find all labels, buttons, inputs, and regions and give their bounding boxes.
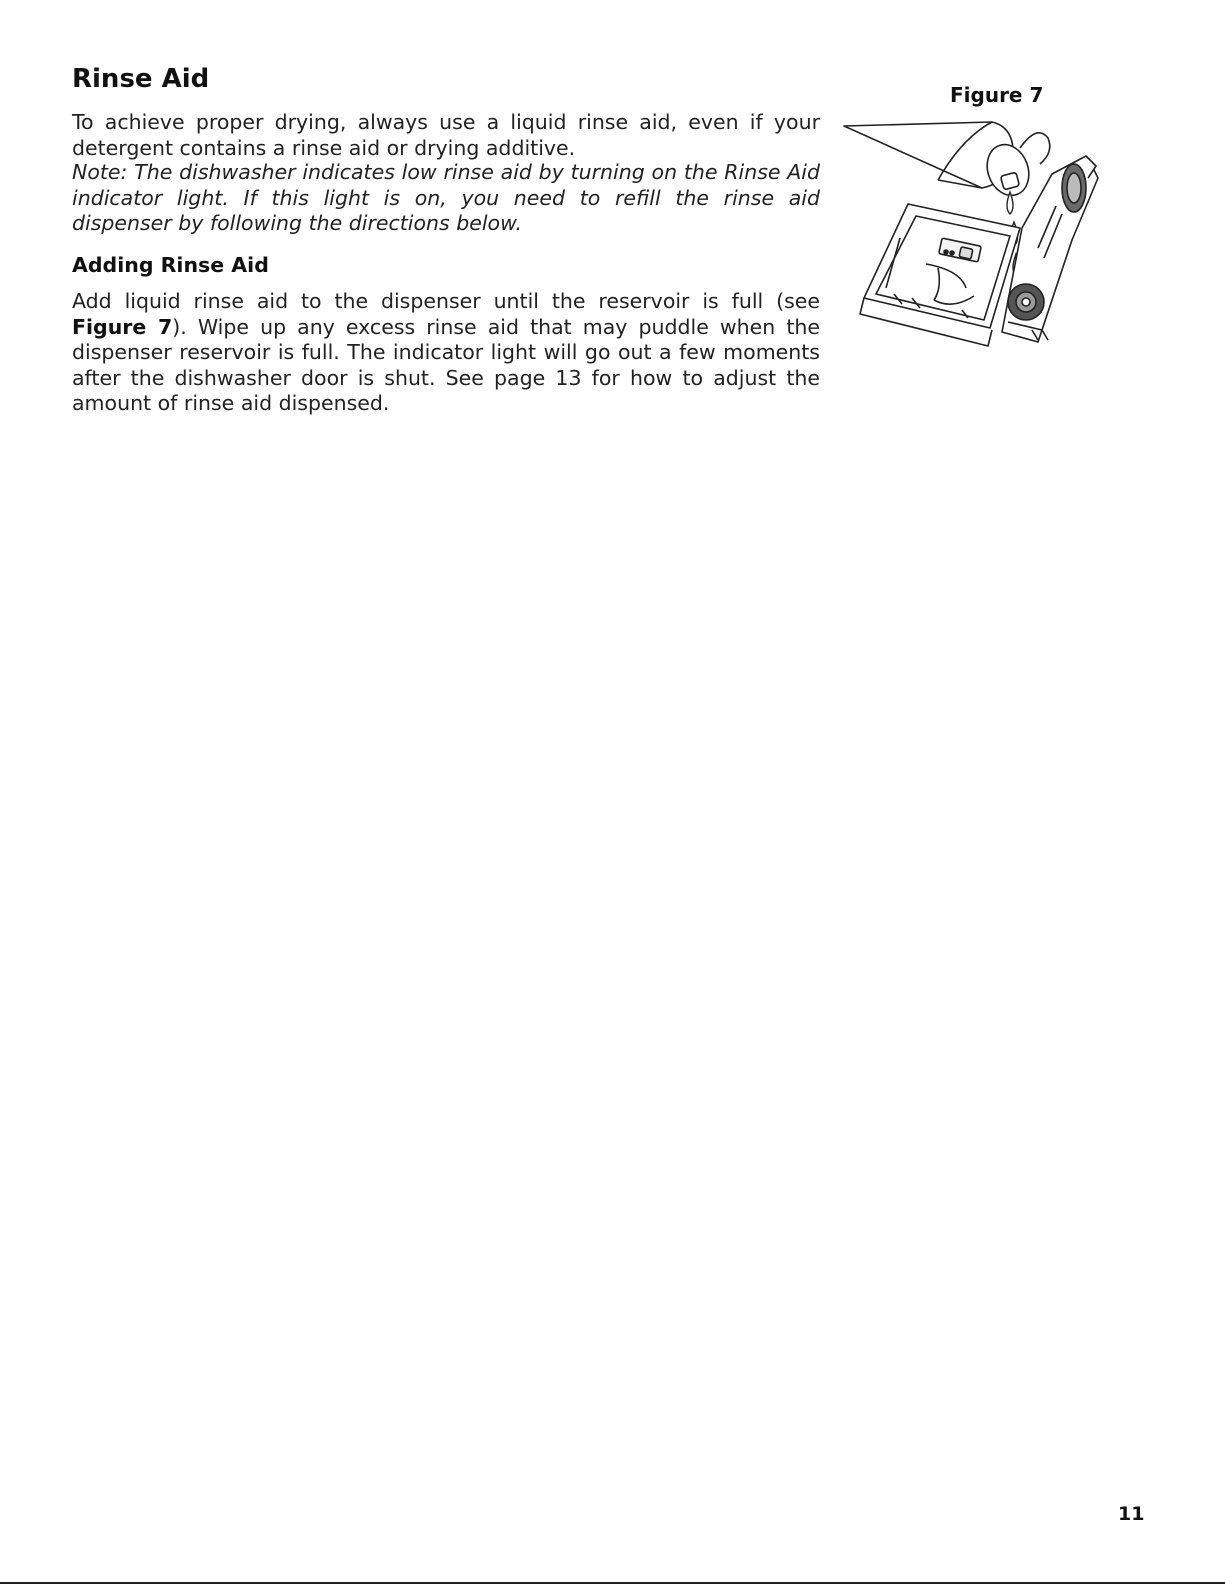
bottom-rule [0, 1582, 1225, 1584]
figure-caption: Figure 7 [950, 83, 1044, 107]
figure-reference: Figure 7 [72, 314, 173, 339]
subsection-title: Adding Rinse Aid [72, 253, 269, 277]
section-title: Rinse Aid [72, 64, 210, 94]
page-number: 11 [1118, 1503, 1145, 1525]
adding-text-end: ). Wipe up any excess rinse aid that may puddle when the dispenser reservoir is full. The indicator light will go out a few moments after the dishwasher door is shut. See page 13 for how to adjust the amount of rinse aid dispensed. [72, 314, 820, 415]
rinse-aid-dispenser-illustration [842, 118, 1104, 358]
adding-text-start: Add liquid rinse aid to the dispenser until the reservoir is full (see [72, 289, 820, 313]
bottle-icon [844, 122, 1050, 201]
dispenser-tray [860, 204, 1020, 346]
intro-paragraph: To achieve proper drying, always use a liquid rinse aid, even if your detergent contains a rinse aid or drying additive. [72, 110, 820, 160]
note-paragraph: Note: The dishwasher indicates low rinse aid by turning on the Rinse Aid indicator light. If this light is on, you need to refill the rinse aid dispenser by following the directions below. [72, 160, 820, 235]
adding-rinse-aid-paragraph [72, 289, 820, 417]
